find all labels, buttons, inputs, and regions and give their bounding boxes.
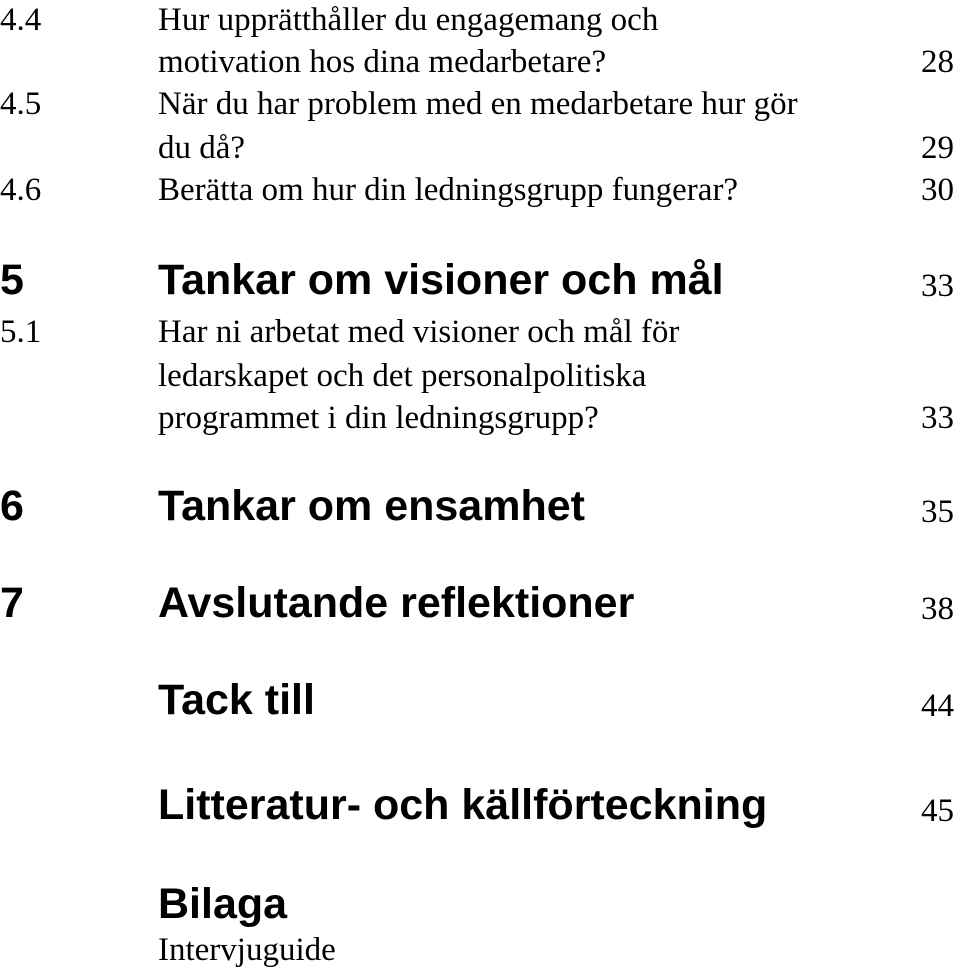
toc-title-line: motivation hos dina medarbetare? <box>158 44 607 80</box>
toc-page-number: 28 <box>921 44 954 80</box>
toc-chapter-title: Tankar om visioner och mål <box>158 256 724 304</box>
toc-number: 4.4 <box>0 2 42 38</box>
toc-page-number: 45 <box>921 793 954 829</box>
toc-number: 7 <box>0 579 24 627</box>
toc-number: 5.1 <box>0 314 42 350</box>
toc-page-number: 35 <box>921 494 954 530</box>
toc-page-number: 38 <box>921 591 954 627</box>
toc-page-number: 30 <box>921 172 954 208</box>
appendix-subtitle: Intervjuguide <box>158 932 336 968</box>
toc-page-number: 33 <box>921 268 954 304</box>
toc-chapter-title: Bilaga <box>158 880 288 928</box>
toc-chapter-title: Litteratur- och källförteckning <box>158 781 768 829</box>
toc-page-number: 44 <box>921 688 954 724</box>
toc-title-line: Har ni arbetat med visioner och mål för <box>158 314 680 350</box>
toc-title-line: programmet i din ledningsgrupp? <box>158 400 599 436</box>
toc-chapter-title: Tack till <box>158 676 315 724</box>
toc-number: 4.6 <box>0 172 42 208</box>
toc-number: 4.5 <box>0 86 42 122</box>
toc-chapter-title: Avslutande reflektioner <box>158 579 635 627</box>
toc-number: 5 <box>0 256 24 304</box>
toc-chapter-title: Tankar om ensamhet <box>158 482 585 530</box>
toc-title-line: Hur upprätthåller du engagemang och <box>158 2 659 38</box>
toc-title-line: När du har problem med en medarbetare hur gör <box>158 86 798 122</box>
toc-number: 6 <box>0 482 24 530</box>
toc-page-number: 29 <box>921 130 954 166</box>
toc-title-line: du då? <box>158 130 246 166</box>
toc-title-line: Berätta om hur din ledningsgrupp fungerar? <box>158 172 739 208</box>
toc-page-number: 33 <box>921 400 954 436</box>
toc-title-line: ledarskapet och det personalpolitiska <box>158 358 647 394</box>
